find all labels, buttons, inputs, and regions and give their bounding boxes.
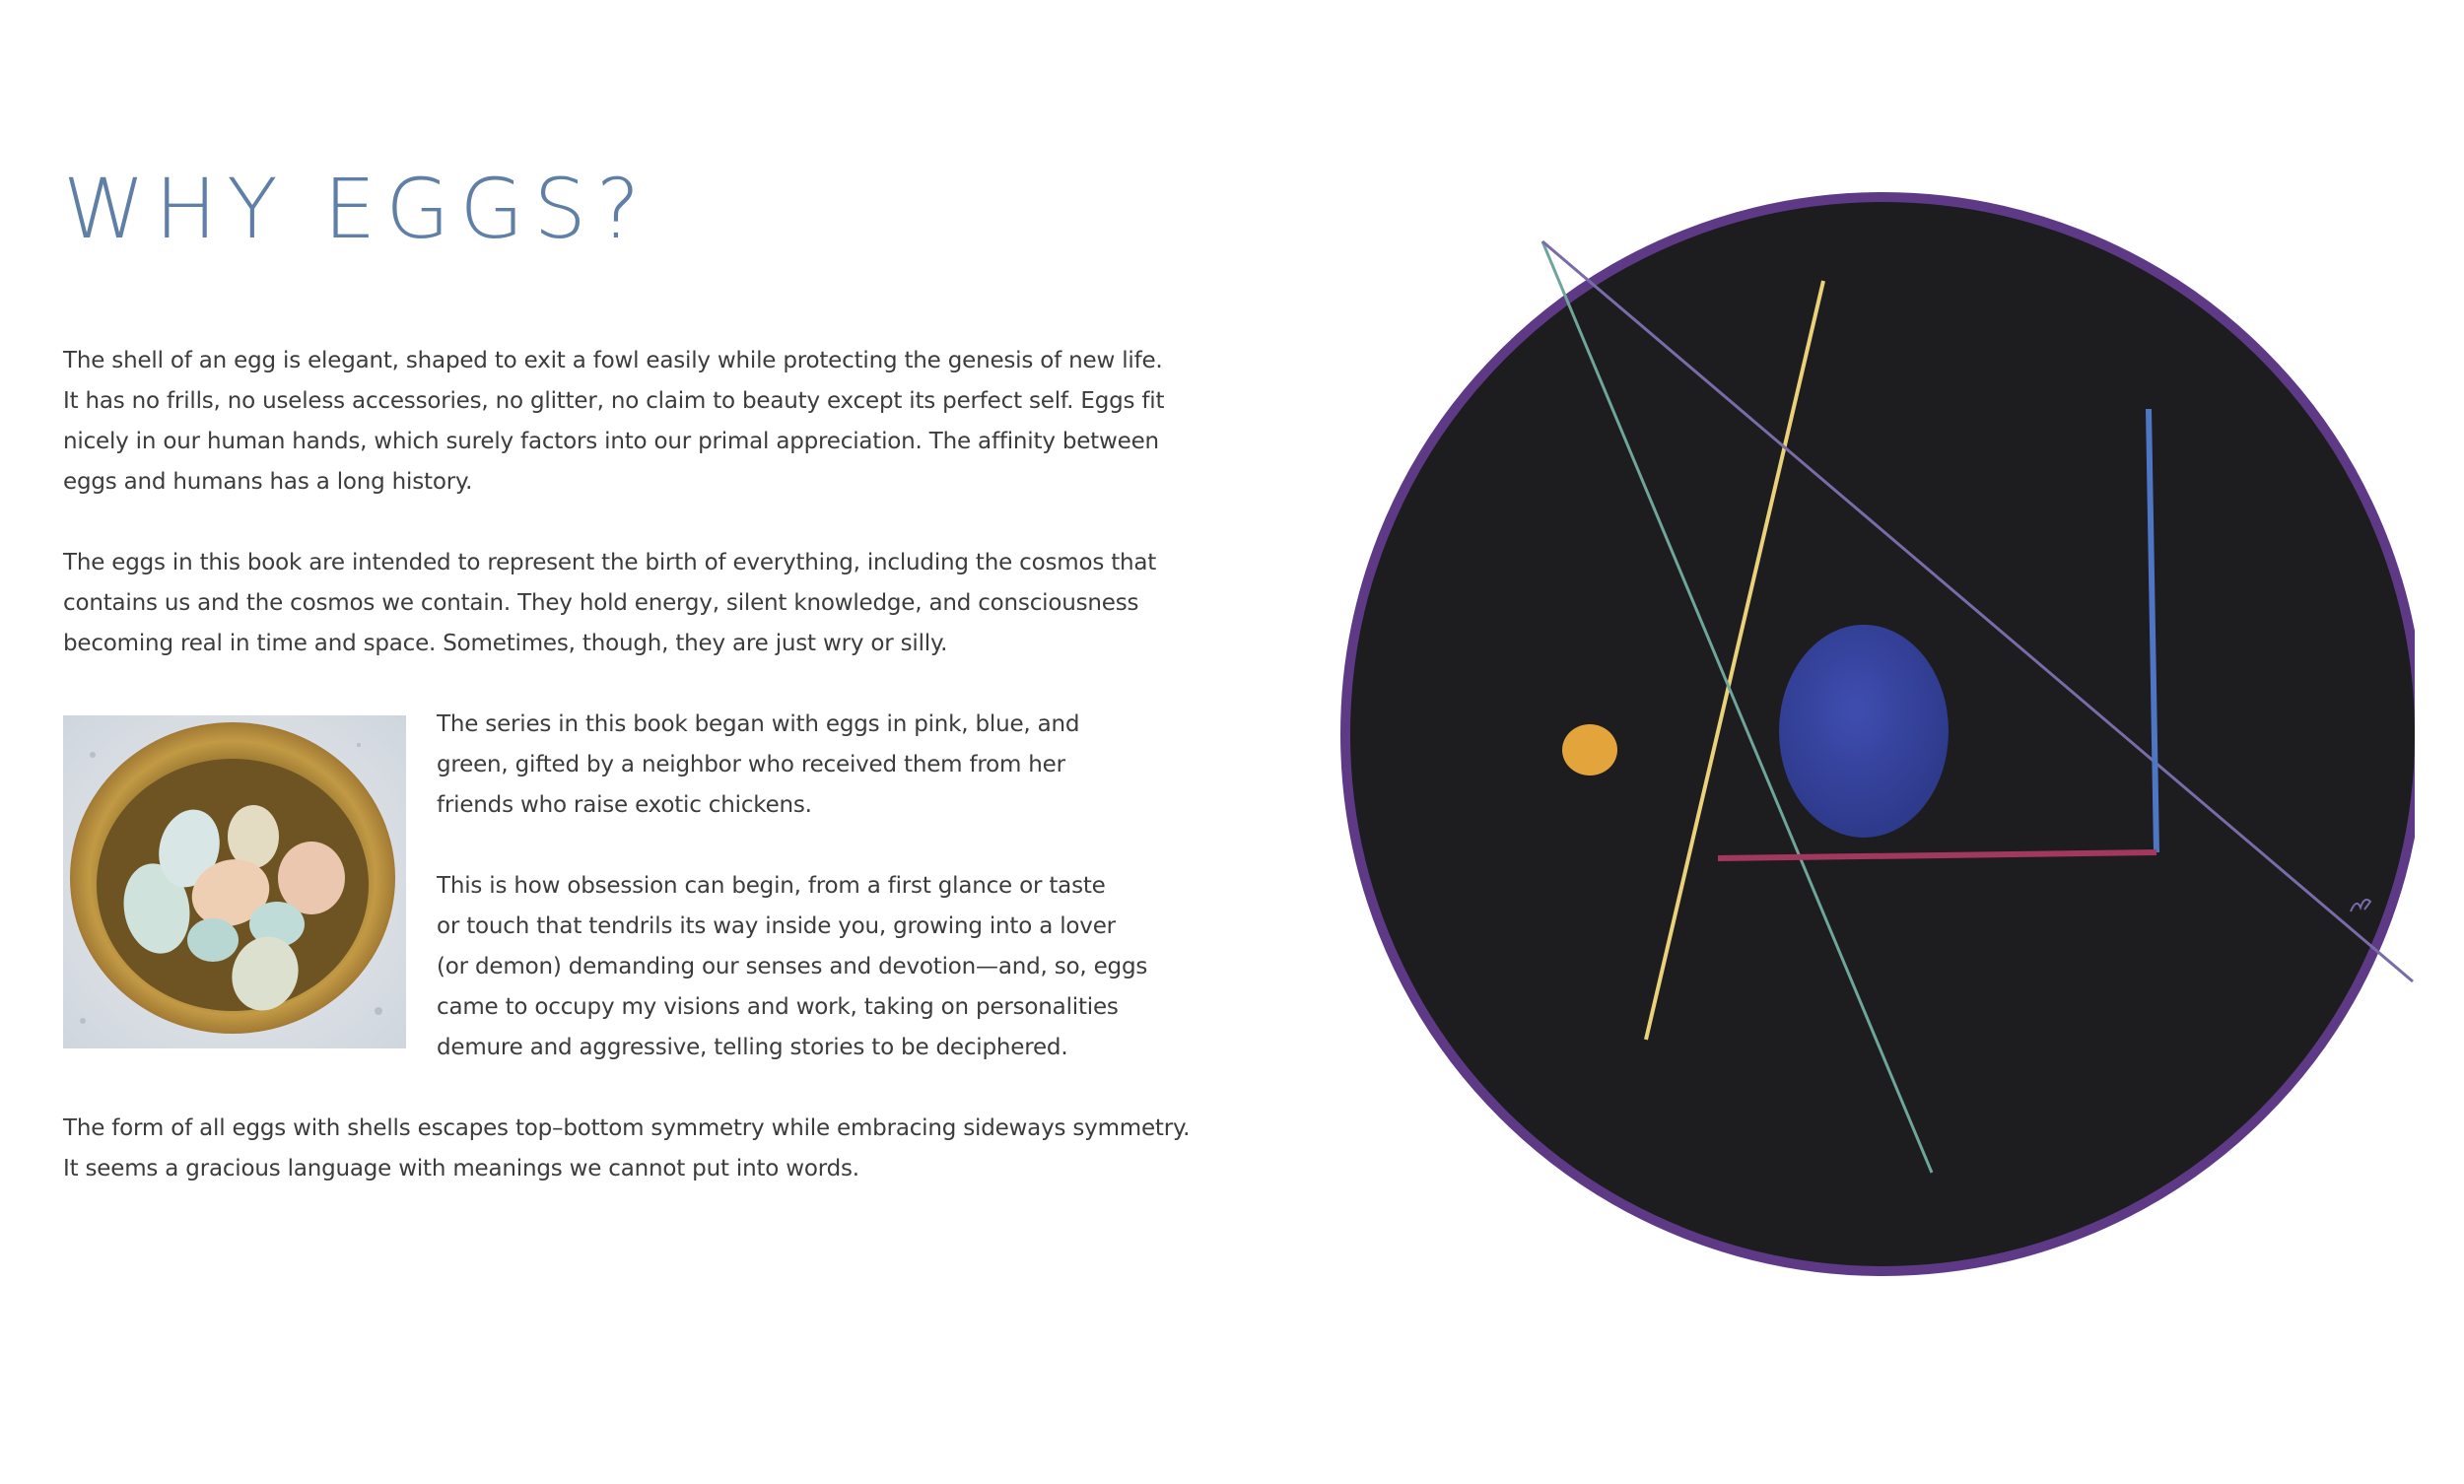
- text-line: It seems a gracious language with meanings we cannot put into words.: [63, 1156, 859, 1181]
- cosmic-egg-artwork: [1331, 187, 2415, 1291]
- blue-egg: [1779, 625, 1949, 838]
- egg-bowl-photo: [63, 715, 406, 1048]
- text-line: (or demon) demanding our senses and devotion—and, so, eggs: [437, 954, 1148, 979]
- paragraph-series: [437, 705, 1146, 826]
- text-line: becoming real in time and space. Sometimes, though, they are just wry or silly.: [63, 631, 948, 656]
- text-line: It has no frills, no useless accessories, no glitter, no claim to beauty except its perfect self. Eggs fit: [63, 388, 1165, 414]
- text-line: The eggs in this book are intended to represent the birth of everything, including the cosmos that: [63, 550, 1157, 575]
- text-line: or touch that tendrils its way inside you, growing into a lover: [437, 913, 1116, 939]
- text-line: This is how obsession can begin, from a first glance or taste: [437, 873, 1106, 899]
- text-line: The form of all eggs with shells escapes top–bottom symmetry while embracing sideways symmetry.: [63, 1115, 1191, 1141]
- paragraph-shell: [63, 341, 1165, 503]
- text-line: green, gifted by a neighbor who received them from her: [437, 752, 1065, 777]
- text-line: The series in this book began with eggs in pink, blue, and: [437, 711, 1080, 737]
- text-line: The shell of an egg is elegant, shaped to exit a fowl easily while protecting the genesis of new life.: [63, 348, 1163, 373]
- paragraph-cosmos: [63, 543, 1157, 664]
- text-line: eggs and humans has a long history.: [63, 469, 473, 495]
- page-title: WHY EGGS?: [63, 161, 650, 257]
- text-line: came to occupy my visions and work, taking on personalities: [437, 994, 1119, 1020]
- text-line: friends who raise exotic chickens.: [437, 792, 812, 818]
- text-line: contains us and the cosmos we contain. They hold energy, silent knowledge, and consciousness: [63, 590, 1139, 616]
- text-line: nicely in our human hands, which surely factors into our primal appreciation. The affinity between: [63, 429, 1159, 454]
- paragraph-obsession: [437, 866, 1146, 1068]
- orange-dot: [1562, 724, 1617, 776]
- text-line: demure and aggressive, telling stories to be deciphered.: [437, 1035, 1068, 1060]
- paragraph-symmetry: [63, 1109, 1191, 1189]
